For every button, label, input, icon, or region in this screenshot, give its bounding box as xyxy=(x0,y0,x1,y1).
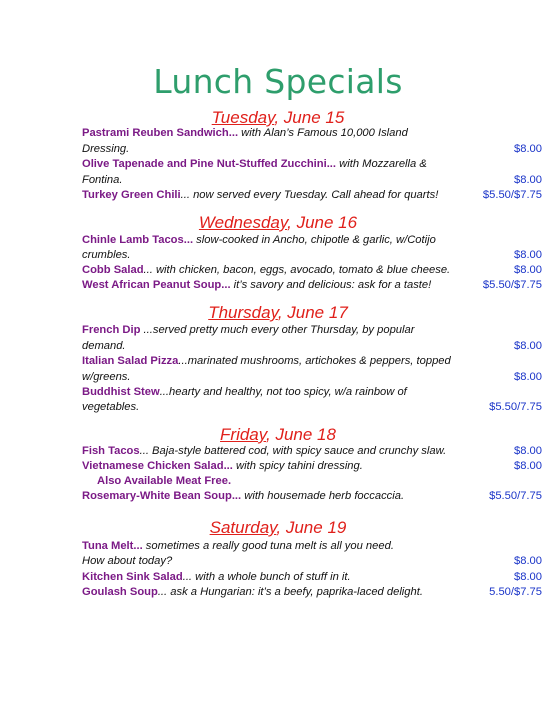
menu-item xyxy=(82,277,542,293)
day-name: Wednesday xyxy=(198,213,288,232)
day-name: Tuesday xyxy=(211,108,275,127)
item-price: $8.00 xyxy=(514,264,542,276)
day-name: Friday xyxy=(220,425,267,444)
item-desc: ...hearty and healthy, not too spicy, w/a rainbow of xyxy=(159,386,407,398)
item-name: Turkey Green Chili xyxy=(82,189,181,201)
item-desc: ... with a whole bunch of stuff in it. xyxy=(182,571,351,583)
item-name: Chinle Lamb Tacos... xyxy=(82,234,194,246)
item-price: $5.50/7.75 xyxy=(489,490,542,502)
item-desc: ... ask a Hungarian: it’s a beefy, paprika-laced delight. xyxy=(157,586,423,598)
menu-title: Lunch Specials xyxy=(153,62,403,101)
item-name: Vietnamese Chicken Salad... xyxy=(82,460,233,472)
item-desc: w/greens. xyxy=(82,371,131,383)
item-price: 5.50/$7.75 xyxy=(489,586,542,598)
day-heading-wednesday xyxy=(0,213,556,233)
menu-item xyxy=(82,443,542,459)
menu-item xyxy=(82,187,542,203)
item-desc: with spicy tahini dressing. xyxy=(232,460,363,472)
day-heading-saturday xyxy=(0,518,556,538)
item-desc: slow-cooked in Ancho, chipotle & garlic, w/Cotijo xyxy=(193,234,436,246)
item-price: $8.00 xyxy=(514,143,542,155)
day-name: Saturday xyxy=(209,518,277,537)
menu-item xyxy=(82,538,542,554)
day-date: , June 19 xyxy=(276,518,347,537)
item-name: Olive Tapenade and Pine Nut-Stuffed Zucchini... xyxy=(82,158,337,170)
item-price: $8.00 xyxy=(514,555,542,567)
menu-item-cont xyxy=(82,247,542,263)
item-desc: it’s savory and delicious: ask for a taste! xyxy=(230,279,432,291)
item-price: $8.00 xyxy=(514,571,542,583)
item-price: $8.00 xyxy=(514,340,542,352)
item-price: $8.00 xyxy=(514,174,542,186)
menu-item-cont xyxy=(82,369,542,385)
day-date: , June 15 xyxy=(274,108,345,127)
menu-item-cont xyxy=(82,338,542,354)
item-name: West African Peanut Soup... xyxy=(82,279,231,291)
meat-free-note: Also Available Meat Free. xyxy=(97,475,232,487)
item-desc: ... with chicken, bacon, eggs, avocado, tomato & blue cheese. xyxy=(143,264,451,276)
item-name: Tuna Melt... xyxy=(82,540,143,552)
item-desc: ... Baja-style battered cod, with spicy sauce and crunchy slaw. xyxy=(139,445,447,457)
day-name: Thursday xyxy=(208,303,278,322)
item-price: $8.00 xyxy=(514,371,542,383)
item-desc: ... now served every Tuesday. Call ahead for quarts! xyxy=(180,189,439,201)
item-name: French Dip xyxy=(82,324,141,336)
item-name: Goulash Soup xyxy=(82,586,158,598)
menu-item xyxy=(82,353,542,369)
menu-item xyxy=(82,232,542,248)
item-desc: with Alan’s Famous 10,000 Island xyxy=(238,127,408,139)
menu-item xyxy=(82,488,542,504)
item-name: Fish Tacos xyxy=(82,445,140,457)
day-date: , June 17 xyxy=(277,303,348,322)
item-desc: sometimes a really good tuna melt is all you need. xyxy=(142,540,394,552)
item-name: Rosemary-White Bean Soup... xyxy=(82,490,242,502)
day-date: , June 18 xyxy=(266,425,336,444)
item-name: Kitchen Sink Salad xyxy=(82,571,183,583)
menu-item xyxy=(82,262,542,278)
item-name: Pastrami Reuben Sandwich... xyxy=(82,127,239,139)
menu-item-cont xyxy=(82,172,542,188)
item-desc: ...marinated mushrooms, artichokes & peppers, topped xyxy=(178,355,451,367)
item-price: $8.00 xyxy=(514,445,542,457)
item-price: $8.00 xyxy=(514,249,542,261)
menu-item xyxy=(82,322,542,338)
item-price: $5.50/7.75 xyxy=(489,401,542,413)
day-date: , June 16 xyxy=(287,213,358,232)
item-desc: vegetables. xyxy=(82,401,140,413)
item-price: $5.50/$7.75 xyxy=(482,189,542,201)
item-price: $8.00 xyxy=(514,460,542,472)
item-desc: with housemade herb foccaccia. xyxy=(241,490,405,502)
item-desc: Dressing. xyxy=(82,143,130,155)
menu-item xyxy=(82,584,542,600)
item-desc: ...served pretty much every other Thursday, by popular xyxy=(140,324,415,336)
menu-item xyxy=(82,125,542,141)
day-heading-friday xyxy=(0,425,556,445)
item-desc: Fontina. xyxy=(82,174,123,186)
item-desc: How about today? xyxy=(82,555,173,567)
menu-item-cont xyxy=(82,141,542,157)
item-desc: with Mozzarella & xyxy=(336,158,427,170)
item-name: Italian Salad Pizza xyxy=(82,355,179,367)
menu-item xyxy=(82,156,542,172)
menu-item xyxy=(82,384,542,400)
day-heading-thursday xyxy=(0,303,556,323)
menu-item-cont xyxy=(82,399,542,415)
menu-item xyxy=(82,458,542,474)
item-price: $5.50/$7.75 xyxy=(482,279,542,291)
menu-note xyxy=(97,473,542,489)
item-desc: demand. xyxy=(82,340,126,352)
menu-item xyxy=(82,569,542,585)
item-name: Cobb Salad xyxy=(82,264,144,276)
item-name: Buddhist Stew xyxy=(82,386,160,398)
menu-item-cont xyxy=(82,553,542,569)
item-desc: crumbles. xyxy=(82,249,131,261)
